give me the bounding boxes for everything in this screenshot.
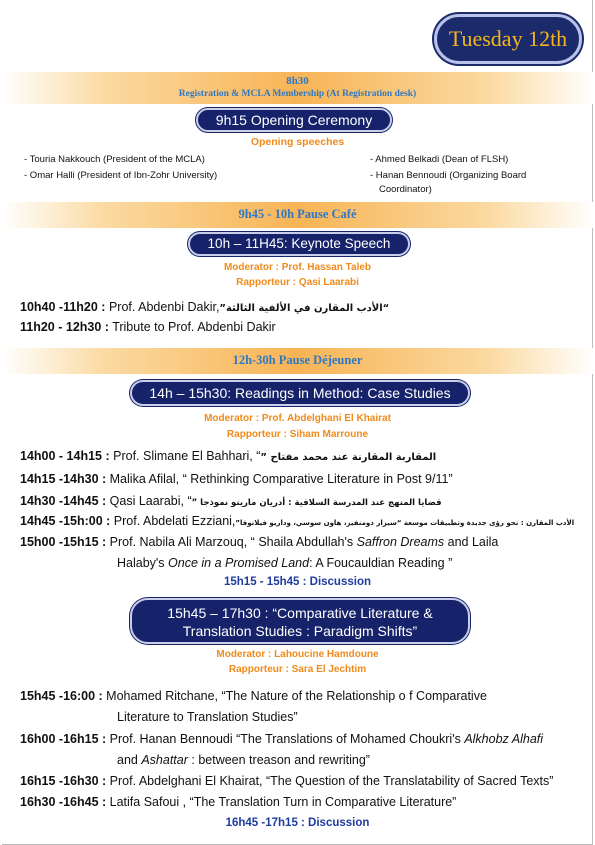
session1-item-4 xyxy=(20,514,574,528)
keynote-moderator: Moderator : Prof. Hassan Taleb xyxy=(223,262,372,273)
session2-item-4 xyxy=(20,795,456,809)
session1-item-2 xyxy=(20,472,453,486)
item-text: Prof. Nabila Ali Marzouq, “ Shaila Abdullah's xyxy=(106,535,357,549)
item-text: Qasi Laarabi, “ xyxy=(106,494,192,508)
item-arabic: “الأدب المقارن في الألفية الثالثة” xyxy=(219,303,390,314)
speaker-right-2: - Hanan Bennoudi (Organizing Board xyxy=(370,170,527,181)
item-title-italic: Saffron Dreams xyxy=(356,535,445,549)
item-time: 15h45 -16:00 : xyxy=(20,689,103,703)
item-text: Latifa Safoui , “The Translation Turn in Comparative Literature” xyxy=(106,795,457,809)
registration-time: 8h30 xyxy=(286,75,309,87)
day-label: Tuesday 12th xyxy=(448,26,568,51)
item-text: Tribute to Prof. Abdenbi Dakir xyxy=(108,320,276,334)
item-time: 11h20 - 12h30 : xyxy=(20,320,109,334)
item-text: Halaby's xyxy=(117,556,169,570)
session1-item-3 xyxy=(20,494,442,508)
session1-item-5 xyxy=(20,535,498,549)
registration-text: Registration & MCLA Membership (At Registration desk) xyxy=(178,89,417,99)
session1-discussion: 15h15 - 15h45 : Discussion xyxy=(223,576,371,588)
session2-item-1 xyxy=(20,689,487,703)
keynote-title: 10h – 11H45: Keynote Speech xyxy=(188,232,410,256)
session1-item-1 xyxy=(20,449,436,463)
keynote-item-1 xyxy=(20,300,389,314)
item-arabic: المقاربة المقارنة عند محمد مفتاح ” xyxy=(260,452,437,463)
item-text-2: : between treason and rewriting” xyxy=(187,753,370,767)
item-title-italic: Ashattar xyxy=(141,753,188,767)
item-text: Prof. Abdenbi Dakir, xyxy=(105,300,220,314)
item-text: and xyxy=(117,753,142,767)
day-badge xyxy=(434,14,582,64)
session2-title-line2: Translation Studies : Paradigm Shifts” xyxy=(182,623,418,639)
item-text: Prof. Abdelghani El Khairat, “The Question of the Translatability of Sacred Texts” xyxy=(106,774,554,788)
item-time: 14h00 - 14h15 : xyxy=(20,449,110,463)
item-time: 16h00 -16h15 : xyxy=(20,732,107,746)
keynote-rapporteur: Rapporteur : Qasi Laarabi xyxy=(236,277,359,288)
speaker-left-2: - Omar Halli (President of Ibn-Zohr University) xyxy=(24,170,218,181)
session1-moderator: Moderator : Prof. Abdelghani El Khairat xyxy=(204,413,391,424)
item-text: Prof. Hanan Bennoudi “The Translations of Mohamed Choukri's xyxy=(106,732,465,746)
item-time: 16h30 -16h45 : xyxy=(20,795,107,809)
session2-title-line1: 15h45 – 17h30 : “Comparative Literature & xyxy=(167,605,433,621)
item-time: 16h15 -16h30 : xyxy=(20,774,107,788)
pause-cafe-band xyxy=(2,202,593,228)
keynote-item-2 xyxy=(20,320,276,334)
session2-rapporteur: Rapporteur : Sara El Jechtim xyxy=(228,664,367,675)
item-time: 14h30 -14h45 : xyxy=(20,494,107,508)
item-time: 15h00 -15h15 : xyxy=(20,535,107,549)
item-title-italic: Once in a Promised Land xyxy=(168,556,310,570)
item-title-italic: Alkhobz Alhafi xyxy=(464,732,544,746)
item-time: 14h15 -14h30 : xyxy=(20,472,107,486)
pause-dejeuner-label: 12h-30h Pause Déjeuner xyxy=(232,353,363,367)
item-text-2: : A Foucauldian Reading ” xyxy=(309,556,453,570)
speaker-right-1: - Ahmed Belkadi (Dean of FLSH) xyxy=(370,154,509,165)
session1-rapporteur: Rapporteur : Siham Marroune xyxy=(226,429,369,440)
opening-ceremony-title: 9h15 Opening Ceremony xyxy=(196,108,392,132)
item-time: 10h40 -11h20 : xyxy=(20,300,106,314)
item-text: Prof. Abdelati Ezziani, xyxy=(110,514,236,528)
session2-item-2 xyxy=(20,732,543,746)
item-text: Malika Afilal, “ Rethinking Comparative Literature in Post 9/11” xyxy=(106,472,453,486)
session2-item-1-line2: Literature to Translation Studies” xyxy=(117,710,298,724)
session2-moderator: Moderator : Lahoucine Hamdoune xyxy=(216,649,379,660)
item-text: Prof. Slimane El Bahhari, “ xyxy=(109,449,261,463)
item-time: 14h45 -15h:00 : xyxy=(20,514,111,528)
pause-cafe-label: 9h45 - 10h Pause Café xyxy=(238,207,357,221)
item-text-2: and Laila xyxy=(444,535,499,549)
session2-item-3 xyxy=(20,774,553,788)
registration-band xyxy=(2,72,593,104)
session1-item-5-line2 xyxy=(117,556,452,570)
speaker-left-1: - Touria Nakkouch (President of the MCLA) xyxy=(24,154,205,165)
opening-speeches-label: Opening speeches xyxy=(250,136,345,148)
pause-dejeuner-band xyxy=(2,348,593,374)
item-arabic: الأدب المقارن : نحو رؤى جديدة وتطبيقات موسعة “سيزار دومنفيز، هاون سوسي، وداريو فيلانوفا” xyxy=(235,519,575,527)
session1-title: 14h – 15h30: Readings in Method: Case Studies xyxy=(130,380,470,406)
speaker-right-3: Coordinator) xyxy=(379,184,432,195)
item-text: Mohamed Ritchane, “The Nature of the Relationship o f Comparative xyxy=(102,689,487,703)
session2-discussion: 16h45 -17h15 : Discussion xyxy=(225,817,370,829)
item-arabic: قضايا المنهج عند المدرسة السلافية : أدريان مارينو نموذجا ” xyxy=(191,498,442,508)
session2-item-2-line2 xyxy=(117,753,370,767)
session2-title xyxy=(130,598,470,644)
